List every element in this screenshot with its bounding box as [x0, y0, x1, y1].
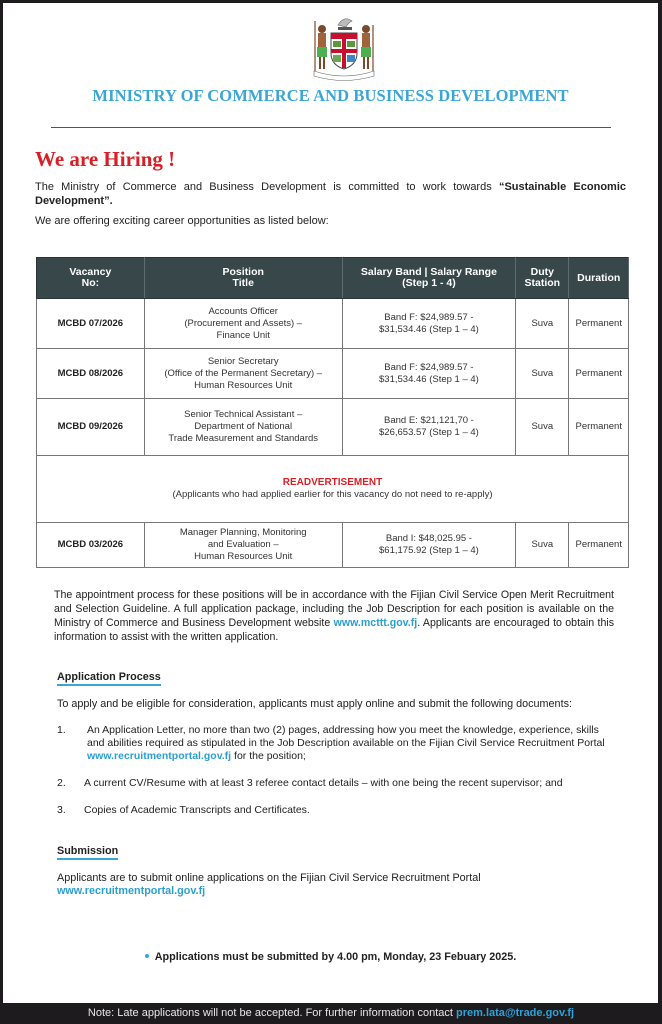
- hiring-heading: We are Hiring !: [35, 147, 176, 171]
- table-row: [37, 299, 629, 349]
- bullet-icon: [145, 954, 149, 958]
- submission-heading: Submission: [57, 845, 118, 860]
- list-number: 1.: [57, 724, 66, 736]
- duration: Permanent: [569, 349, 629, 399]
- readvertisement-row: [37, 456, 629, 523]
- position-title: Senior Technical Assistant – Department of National Trade Measurement and Standards: [144, 399, 342, 456]
- table-row: [37, 399, 629, 456]
- intro-bold-phrase: “Sustainable Economic Development”.: [35, 181, 626, 207]
- appointment-paragraph: The appointment process for these positions will be in accordance with the Fijian Civil Service Open Merit Recruitment and Selection Guideline. A full application package, including the Job Description for each position is available on the Ministry of Commerce and Business Development website www.mcttt.gov.fj. Applicants are encouraged to obtain this information to assist with the written application.: [54, 589, 614, 643]
- intro-text: The Ministry of Commerce and Business Development is committed to work towards: [35, 181, 499, 193]
- duration: Permanent: [569, 299, 629, 349]
- duty-station: Suva: [516, 349, 569, 399]
- recruitment-portal-link[interactable]: www.recruitmentportal.gov.fj: [87, 750, 232, 762]
- header-duty-station: Duty Station: [516, 258, 569, 299]
- vacancy-no: MCBD 08/2026: [37, 349, 145, 399]
- table-row: [37, 523, 629, 568]
- list-text: A current CV/Resume with at least 3 referee contact details – with one being the recent supervisor; and: [84, 777, 563, 789]
- header-vacancy-no: Vacancy No:: [37, 258, 145, 299]
- offer-text: We are offering exciting career opportunities as listed below:: [35, 215, 329, 227]
- salary-range: Band I: $48,025.95 - $61,175.92 (Step 1 – 4): [342, 523, 515, 568]
- header-position-title: Position Title: [144, 258, 342, 299]
- position-title: Accounts Officer (Procurement and Assets) – Finance Unit: [144, 299, 342, 349]
- readvertisement-note: (Applicants who had applied earlier for this vacancy do not need to re-apply): [172, 489, 493, 500]
- vacancy-table: [36, 257, 629, 568]
- application-process-intro: To apply and be eligible for consideration, applicants must apply online and submit the following documents:: [57, 698, 572, 710]
- duty-station: Suva: [516, 299, 569, 349]
- list-text: An Application Letter, no more than two (2) pages, addressing how you meet the knowledge, experience, skills and abilities required as stipulated in the Job Description available on the Fijian Civil Service Recruitment Portal www.recruitmentportal.gov.fj for the position;: [87, 724, 605, 762]
- list-text: Copies of Academic Transcripts and Certificates.: [84, 804, 310, 816]
- salary-range: Band E: $21,121,70 - $26,653.57 (Step 1 – 4): [342, 399, 515, 456]
- recruitment-portal-link[interactable]: www.recruitmentportal.gov.fj: [57, 885, 206, 897]
- ministry-title: MINISTRY OF COMMERCE AND BUSINESS DEVELOPMENT: [92, 86, 569, 105]
- header-salary: Salary Band | Salary Range (Step 1 - 4): [342, 258, 515, 299]
- salary-range: Band F: $24,989.57 - $31,534.46 (Step 1 – 4): [342, 349, 515, 399]
- header-duration: Duration: [569, 258, 629, 299]
- fiji-coat-of-arms-logo: [308, 11, 380, 83]
- table-header-row: [37, 258, 629, 299]
- list-number: 3.: [57, 804, 66, 816]
- header-divider: [51, 127, 611, 128]
- vacancy-no: MCBD 09/2026: [37, 399, 145, 456]
- duty-station: Suva: [516, 523, 569, 568]
- position-title: Senior Secretary (Office of the Permanent Secretary) – Human Resources Unit: [144, 349, 342, 399]
- vacancy-no: MCBD 03/2026: [37, 523, 145, 568]
- list-number: 2.: [57, 777, 66, 789]
- contact-email-link[interactable]: prem.lata@trade.gov.fj: [455, 1007, 575, 1019]
- job-advertisement-page: [3, 3, 658, 1003]
- ministry-website-link[interactable]: www.mcttt.gov.fj: [333, 617, 418, 629]
- table-row: [37, 349, 629, 399]
- readvertisement-notice: [37, 456, 629, 523]
- footer-note: Note: Late applications will not be accepted. For further information contact prem.lata@trade.gov.fj: [87, 1007, 575, 1019]
- vacancy-no: MCBD 07/2026: [37, 299, 145, 349]
- submission-text: Applicants are to submit online applications on the Fijian Civil Service Recruitment Portal www.recruitmentportal.gov.fj: [57, 872, 481, 897]
- application-process-heading: Application Process: [57, 671, 161, 686]
- deadline-notice: Applications must be submitted by 4.00 pm, Monday, 23 Febuary 2025.: [3, 951, 658, 963]
- readvertisement-label: READVERTISEMENT: [282, 477, 383, 488]
- intro-paragraph: [35, 180, 626, 208]
- duration: Permanent: [569, 523, 629, 568]
- position-title: Manager Planning, Monitoring and Evaluation – Human Resources Unit: [144, 523, 342, 568]
- duty-station: Suva: [516, 399, 569, 456]
- salary-range: Band F: $24,989.57 - $31,534.46 (Step 1 – 4): [342, 299, 515, 349]
- duration: Permanent: [569, 399, 629, 456]
